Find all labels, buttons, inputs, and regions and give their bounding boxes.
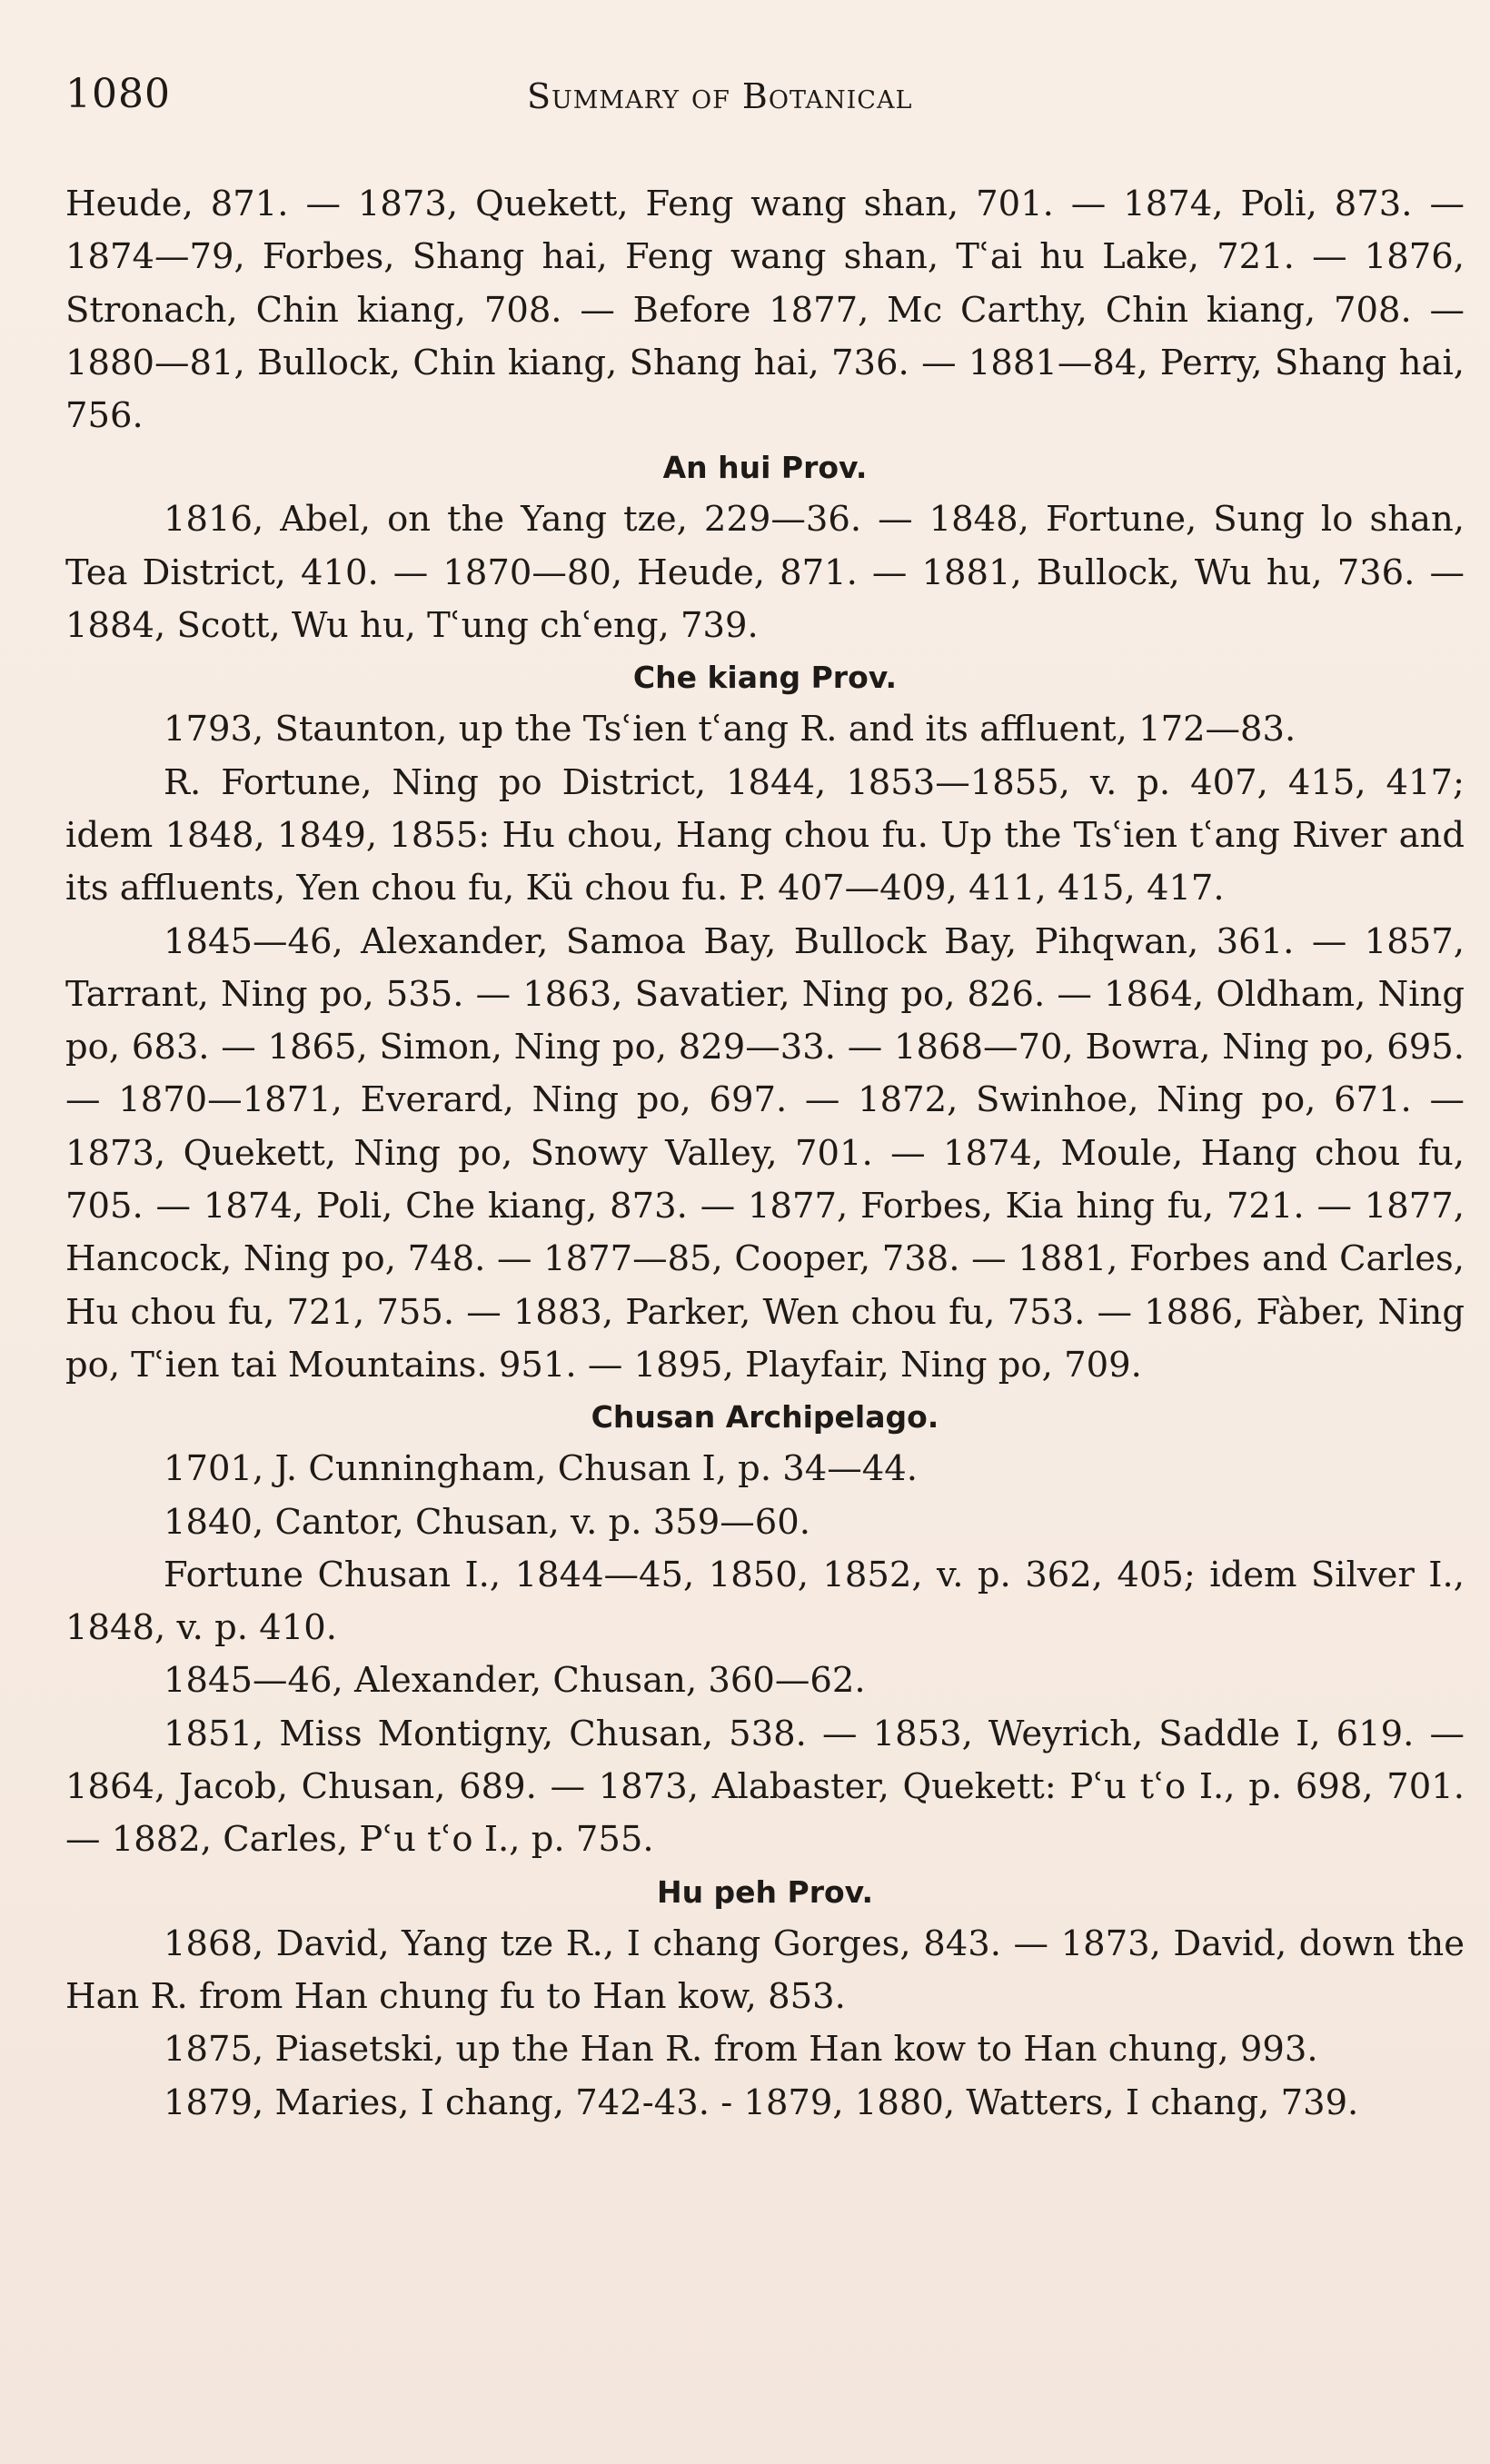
section-an-hui xyxy=(65,442,1465,652)
paragraph: 1701, J. Cunningham, Chusan I, p. 34—44. xyxy=(164,1448,919,1490)
page-number: 1080 xyxy=(65,71,171,117)
paragraph: 1816, Abel, on the Yang tze, 229—36. — 1848, Fortune, Sung lo shan, Tea District, 410. — 1870—80, Heude, 871. — 1881, Bullock, Wu hu, 736. — 1884, Scott, Wu hu, Tʿung chʿeng, 739. xyxy=(65,499,1465,647)
paragraph: 1845—46, Alexander, Chusan, 360—62. xyxy=(164,1660,866,1702)
paragraph: 1845—46, Alexander, Samoa Bay, Bullock Bay, Pihqwan, 361. — 1857, Tarrant, Ning po, 535. — 1863, Savatier, Ning po, 826. — 1864, Oldham, Ning po, 683. — 1865, Simon, Ning po, 829—33. — 1868—70, Bowra, Ning po, 695. — 1870—1871, Everard, Ning po, 697. — 1872, Swinhoe, Ning po, 671. — 1873, Quekett, Ning po, Snowy Valley, 701. — 1874, Moule, Hang chou fu, 705. — 1874, Poli, Che kiang, 873. — 1877, Forbes, Kia hing fu, 721. — 1877, Hancock, Ning po, 748. — 1877—85, Cooper, 738. — 1881, Forbes and Carles, Hu chou fu, 721, 755. — 1883, Parker, Wen chou fu, 753. — 1886, Fàber, Ning po, Tʿien tai Mountains. 951. — 1895, Playfair, Ning po, 709. xyxy=(65,920,1465,1386)
paragraph: Fortune Chusan I., 1844—45, 1850, 1852, v. p. 362, 405; idem Silver I., 1848, v. p. 410. xyxy=(65,1554,1465,1649)
section-chusan xyxy=(65,1392,1465,1866)
paragraph: Heude, 871. — 1873, Quekett, Feng wang shan, 701. — 1874, Poli, 873. — 1874—79, Forbes, Shang hai, Feng wang shan, Tʿai hu Lake, 721. — 1876, Stronach, Chin kiang, 708. — Before 1877, Mc Carthy, Chin kiang, 708. — 1880—81, Bullock, Chin kiang, Shang hai, 736. — 1881—84, Perry, Shang hai, 756. xyxy=(65,184,1465,437)
section-che-kiang xyxy=(65,652,1465,1392)
body-text xyxy=(65,178,1465,2130)
page-header xyxy=(65,71,1465,134)
paragraph: 1868, David, Yang tze R., I chang Gorges, 843. — 1873, David, down the Han R. from Han chung fu to Han kow, 853. xyxy=(65,1923,1465,2017)
section-continuation xyxy=(65,178,1465,442)
running-head: Summary of Botanical xyxy=(527,76,913,116)
paragraph: 1879, Maries, I chang, 742-43. - 1879, 1880, Watters, I chang, 739. xyxy=(164,2081,1359,2123)
section-heading: Che kiang Prov. xyxy=(632,660,898,696)
paragraph: 1851, Miss Montigny, Chusan, 538. — 1853, Weyrich, Saddle I, 619. — 1864, Jacob, Chusan, 689. — 1873, Alabaster, Quekett: Pʿu tʿo I., p. 698, 701. — 1882, Carles, Pʿu tʿo I., p. 755. xyxy=(65,1713,1465,1861)
section-heading: Chusan Archipelago. xyxy=(591,1399,939,1436)
paragraph: 1840, Cantor, Chusan, v. p. 359—60. xyxy=(164,1501,810,1543)
paragraph: 1875, Piasetski, up the Han R. from Han kow to Han chung, 993. xyxy=(164,2029,1318,2071)
section-hu-peh xyxy=(65,1867,1465,2130)
paragraph: R. Fortune, Ning po District, 1844, 1853—1855, v. p. 407, 415, 417; idem 1848, 1849, 1855: Hu chou, Hang chou fu. Up the Tsʿien tʿang River and its affluents, Yen chou fu, Kü chou fu. P. 407—409, 411, 415, 417. xyxy=(65,761,1465,909)
paragraph: 1793, Staunton, up the Tsʿien tʿang R. and its affluent, 172—83. xyxy=(164,709,1296,750)
section-heading: Hu peh Prov. xyxy=(656,1873,874,1910)
section-heading: An hui Prov. xyxy=(662,450,868,486)
